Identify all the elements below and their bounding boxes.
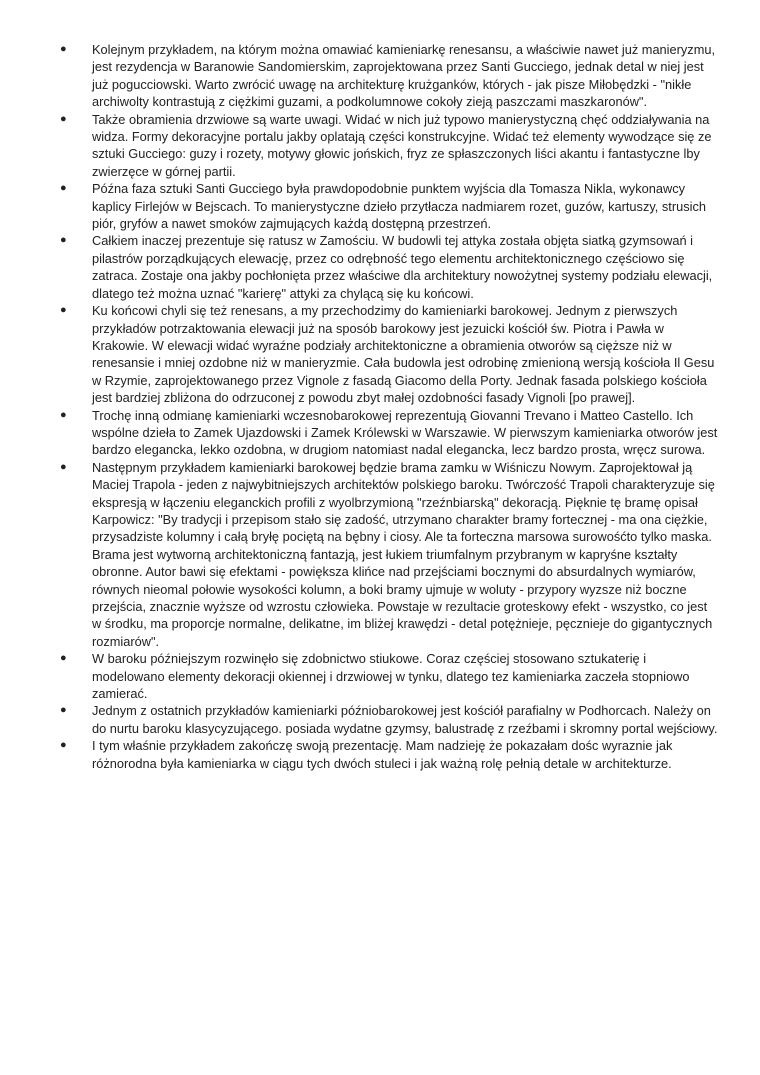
list-item-podhorce (58, 702, 718, 737)
bullet-icon: ● (60, 43, 67, 55)
bullet-icon: ● (60, 182, 67, 195)
list-item-nikiel-chapel (58, 180, 718, 232)
paragraph-text: Następnym przykładem kamieniarki barokowej będzie brama zamku w Wiśniczu Nowym. Zaprojektował ją Maciej Trapola - jeden z najwybitniejszych architektów polskiego baroku. Twórczość Trapoli charakteryzuje się ekspresją w łączeniu eleganckich profili z wyolbrzymioną "rzeźnbiarską" dekoracją. Pięknie tę bramę opisał Karpowicz: "By tradycji i przepisom stało się zadość, utrzymano charakter bramy fortecznej - ma ona ciężkie, przysadziste kolumny i całą bryłę pociętą na bębny i ciosy. Ale ta forteczna marsowa surowośćto tylko maska. Brama jest wytworną architektoniczną fantazją, jest łukiem triumfalnym przybranym w kapryśne kształty obronne. Autor bawi się efektami - powiększa klińce nad przejściami bocznymi do absurdalnych wymiarów, równych nieomal połowie wysokości kolumn, a boki bramy ujmuje w woluty - przypory wyzsze niż boczne przejścia, znacznie wyższe od wzrostu człowieka. Powstaje w rezultacie groteskowy efekt - wszystko, co jest w środku, ma proporcje normalne, delikatne, im bliżej krawędzi - detal potężnieje, pęcznieje do gigantycznych rozmiarów". (92, 459, 715, 649)
bullet-icon: ● (60, 739, 67, 752)
paragraph-text: Trochę inną odmianę kamieniarki wczesnobarokowej reprezentują Giovanni Trevano i Matteo Castello. Ich wspólne dzieła to Zamek Ujazdowski i Zamek Królewski w Warszawie. W pierwszym kamieniarka otworów jest bardzo elegancka, lekko ozdobna, w drugiom natomiast nadal elegancka, lecz bardzo prosta, wręcz surowa. (92, 407, 718, 458)
paragraph-text: I tym właśnie przykładem zakończę swoją prezentację. Mam nadzieję że pokazałam dośc wyraznie jak różnorodna była kamieniarka w ciągu tych dwóch stuleci i jak ważną rolę pełnią detale w architekturze. (92, 738, 673, 771)
bullet-icon: ● (60, 408, 67, 421)
list-item-stucco (58, 650, 718, 702)
list-item-baroque-krakow (58, 302, 718, 406)
bullet-icon: ● (60, 112, 67, 125)
paragraph-bullet-list (58, 41, 718, 772)
paragraph-text: Całkiem inaczej prezentuje się ratusz w Zamościu. W budowli tej attyka została objęta siatką gzymsowań i pilastrów porządkujących elewację, przez co odrębność tego elementu architektonicznego częściowo się zatraca. Zostaje ona jakby pochłonięta przez właściwe dla architektury nowożytnej systemy podziału elewacji, dlatego też można uznać "karierę" attyki za chylącą się ku końcowi. (92, 233, 713, 301)
bullet-icon: ● (60, 652, 67, 665)
list-item-zamosc-town-hall (58, 232, 718, 302)
paragraph-text: Późna faza sztuki Santi Gucciego była prawdopodobnie punktem wyjścia dla Tomasza Nikla, wykonawcy kaplicy Firlejów w Bejscach. To manierystyczne dzieło przytłacza nadmiarem rozet, guzów, kartuszy, strusich piór, gryfów a nawet smoków zajmujących każdą dostępną przestrzeń. (92, 181, 706, 232)
bullet-icon: ● (60, 704, 67, 717)
list-item-baranow (58, 41, 718, 111)
paragraph-text: Jednym z ostatnich przykładów kamieniarki późniobarokowej jest kościół parafialny w Podhorcach. Należy on do nurtu baroku klasycyzującego. posiada wydatne gzymsy, balustradę z rzeźbami i skromny portal wejściowy. (92, 703, 718, 736)
bullet-icon: ● (60, 460, 67, 473)
bullet-icon: ● (60, 304, 67, 317)
list-item-wisnicz-gate (58, 459, 718, 650)
paragraph-text: W baroku późniejszym rozwinęło się zdobnictwo stiukowe. Coraz częściej stosowano sztukaterię i modelowano elementy dekoracji okiennej i drzwiowej w tynku, dlatego tez kamieniarka zaczeła stopniowo zamierać. (92, 651, 690, 702)
paragraph-text: Także obramienia drzwiowe są warte uwagi. Widać w nich już typowo manierystyczną chęć oddziaływania na widza. Formy dekoracyjne portalu jakby oplatają części konstrukcyjne. Widać też elementy wywodzące się ze sztuki Gucciego: guzy i rozety, motywy głowic jońskich, fryz ze spłaszczonych liści akantu i fantastyczne lby zwierzęce w górnej partii. (92, 111, 712, 179)
paragraph-text: Kolejnym przykładem, na którym można omawiać kamieniarkę renesansu, a właściwie nawet już manieryzmu, jest rezydencja w Baranowie Sandomierskim, zaprojektowana przez Santi Gucciego, jednak detal w niej jest już pogucciowski. Warto zwrócić uwagę na architekturę krużganków, których - jak pisze Miłobędzki - "nikłe archiwolty kontrastują z ciężkimi guzami, a podkolumnowe cokoły zieją paszczami maszkaronów". (92, 42, 716, 110)
paragraph-text: Ku końcowi chyli się też renesans, a my przechodzimy do kamieniarki barokowej. Jednym z pierwszych przykładów potrzaktowania elewacji już na sposób barokowy jest jezuicki kościół św. Piotra i Pawła w Krakowie. W elewacji widać wyraźne podziały architektoniczne a obramienia otworów są cięższe niż w renesansie i mniej ozdobne niż w manieryzmie. Cała budowla jest odrobinę zmienioną wersją kościoła Il Gesu w Rzymie, zaprojektowanego przez Vignole z fasadą Giacomo della Porty. Jednak fasada polskiego kościoła jest bardziej zbliżona do odrzuconej z powodu zbyt małej ozdobności fasady Vignoli [po prawej]. (92, 303, 715, 406)
list-item-conclusion (58, 737, 718, 772)
bullet-icon: ● (60, 234, 67, 247)
list-item-trevano-castello (58, 407, 718, 459)
list-item-door-frames (58, 111, 718, 181)
